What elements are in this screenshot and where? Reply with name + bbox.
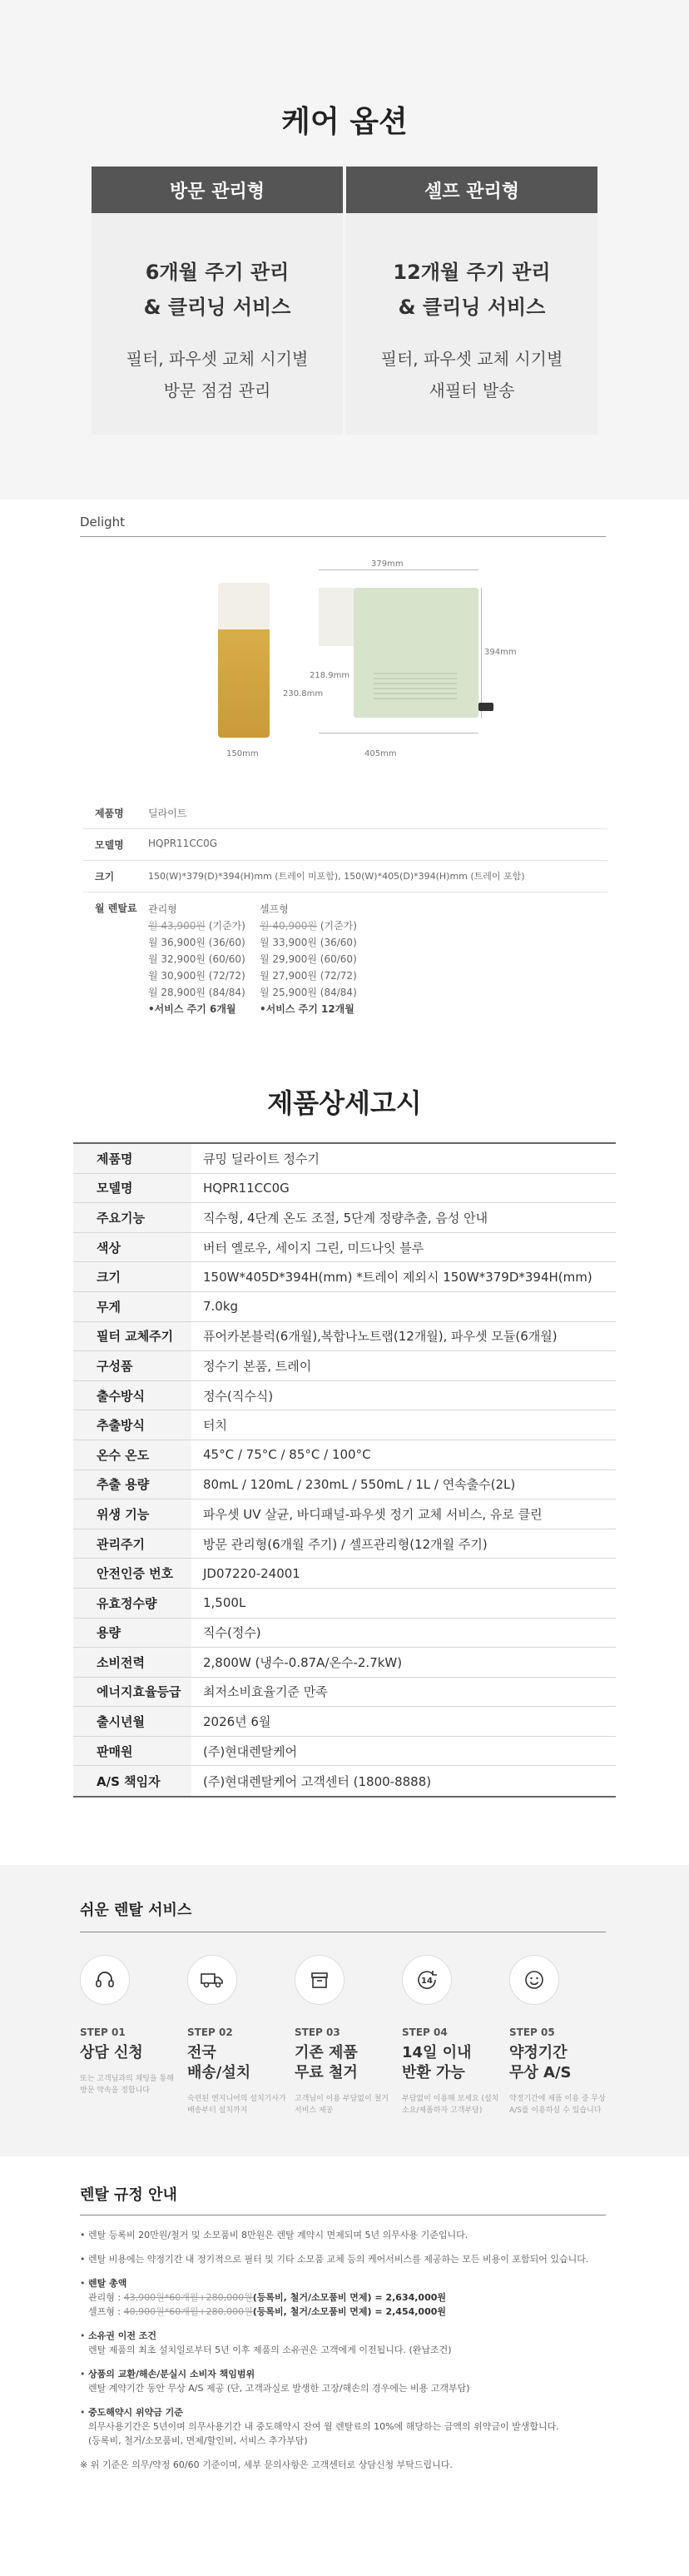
detail-value: HQPR11CC0G <box>203 1180 290 1196</box>
detail-row <box>73 1410 616 1440</box>
detail-row <box>73 1678 616 1708</box>
step-3: STEP 03 기존 제품 무료 철거 고객님이 이용 부담없이 철거 서비스 제공 <box>295 1955 394 2116</box>
detail-row <box>73 1589 616 1619</box>
detail-row <box>73 1619 616 1649</box>
detail-row <box>73 1322 616 1352</box>
detail-value: 2026년 6월 <box>203 1714 271 1730</box>
detail-row <box>73 1766 616 1796</box>
detail-value: 버터 옐로우, 세이지 그린, 미드나잇 블루 <box>203 1240 424 1256</box>
self-fee-list: 셀프형 월 40,900원 (기준가) 월 33,900원 (36/60) 월 29,900원 (60/60) 월 27,900원 (72/72) 월 25,900원 (84/84) •서비스 주기 12개월 <box>260 903 357 1015</box>
visit-fee-list: 관리형 월 43,900원 (기준가) 월 36,900원 (36/60) 월 32,900원 (60/60) 월 30,900원 (72/72) 월 28,900원 (84/84) •서비스 주기 6개월 <box>148 903 245 1015</box>
headset-icon <box>80 1955 130 2005</box>
detail-value: 방문 관리형(6개월 주기) / 셀프관리형(12개월 주기) <box>203 1536 488 1552</box>
detail-key: 색상 <box>73 1233 191 1262</box>
detail-row <box>73 1559 616 1589</box>
detail-row <box>73 1203 616 1233</box>
detail-value: (주)현대렌탈케어 고객센터 (1800-8888) <box>203 1773 432 1789</box>
visit-care-header: 방문 관리형 <box>92 167 343 213</box>
detail-value: 1,500L <box>203 1595 246 1611</box>
easy-rental-section <box>0 1865 689 2156</box>
visit-care-main <box>92 255 343 325</box>
rule-item: • 렌탈 총액 관리형 : 43,900원*60개월+280,000원(등록비, 철거/소모품비 면제) = 2,634,000원 셀프형 : 40,900원*60개월+280,000원(등록비, 철거/소모품비 면제) = 2,454,000원 <box>80 2276 612 2319</box>
self-care-sub <box>346 343 597 406</box>
detail-value: 2,800W (냉수-0.87A/온수-2.7kW) <box>203 1654 403 1670</box>
spec-row: 크기 150(W)*379(D)*394(H)mm (트레이 미포함), 150(W)*405(D)*394(H)mm (트레이 포함) <box>83 861 607 893</box>
detail-row <box>73 1648 616 1678</box>
detail-key: 판매원 <box>73 1737 191 1766</box>
spec-row: 제품명 딜라이트 <box>83 798 607 829</box>
detail-row <box>73 1470 616 1500</box>
detail-key: 위생 기능 <box>73 1499 191 1529</box>
rules-list <box>80 2228 612 2482</box>
dim-line-bottom <box>319 733 478 734</box>
detail-value: 직수(정수) <box>203 1625 261 1641</box>
detail-row <box>73 1292 616 1322</box>
detail-value: 파우셋 UV 살균, 바디패널-파우셋 정기 교체 서비스, 유로 클린 <box>203 1506 543 1522</box>
spec-row: 모델명 HQPR11CC0G <box>83 829 607 861</box>
detail-value: 정수기 본품, 트레이 <box>203 1358 312 1374</box>
rule-item: • 렌탈 등록비 20만원/철거 및 소모품비 8만원은 렌탈 계약시 면제되며 5년 의무사용 기준입니다. <box>80 2228 612 2242</box>
detail-key: 용량 <box>73 1619 191 1648</box>
rule-item: • 중도해약시 위약금 기준 의무사용기간은 5년이며 의무사용기간 내 중도해약시 잔여 월 렌탈료의 10%에 해당하는 금액의 위약금이 발생합니다. (등록비, 철거/소모품비, 면제/할인비, 서비스 추가부담) <box>80 2405 612 2448</box>
detail-value: 직수형, 4단계 온도 조절, 5단계 정량추출, 음성 안내 <box>203 1210 488 1226</box>
product-side-image <box>354 588 478 718</box>
divider <box>80 536 606 537</box>
rule-item: • 렌탈 비용에는 약정기간 내 정기적으로 필터 및 기타 소모품 교체 등의 케어서비스를 제공하는 모든 비용이 포함되어 있습니다. <box>80 2252 612 2266</box>
detail-row <box>73 1262 616 1292</box>
detail-row <box>73 1381 616 1411</box>
detail-value: JD07220-24001 <box>203 1565 300 1581</box>
care-title: 케어 옵션 <box>281 105 408 139</box>
detail-value: 정수(직수식) <box>203 1388 274 1404</box>
detail-key: 온수 온도 <box>73 1440 191 1470</box>
detail-key: 출수방식 <box>73 1381 191 1410</box>
detail-title: 제품상세고시 <box>267 1087 422 1119</box>
detail-row <box>73 1351 616 1381</box>
detail-key: 구성품 <box>73 1351 191 1380</box>
step-5: STEP 05 약정기간 무상 A/S 약정기간에 제품 이용 중 무상 A/S를 이용하실 수 있습니다 <box>509 1955 609 2116</box>
detail-value: 150W*405D*394H(mm) *트레이 제외시 150W*379D*394H(mm) <box>203 1270 592 1286</box>
detail-row <box>73 1499 616 1529</box>
svg-text:14: 14 <box>421 1977 433 1986</box>
easy-title: 쉬운 렌탈 서비스 <box>80 1902 192 1919</box>
detail-row <box>73 1174 616 1204</box>
detail-key: 추출방식 <box>73 1410 191 1440</box>
rule-item: • 상품의 교환/해손/분실시 소비자 책임범위 렌탈 계약기간 동안 무상 A/S 제공 (단, 고객과실로 발생한 고장/해손의 경우에는 비용 고객부담) <box>80 2367 612 2395</box>
dim-line-top <box>319 569 478 570</box>
box-icon <box>295 1955 344 2005</box>
detail-row <box>73 1707 616 1737</box>
detail-key: 안전인증 번호 <box>73 1559 191 1588</box>
dim-inner-2: 230.8mm <box>283 689 324 699</box>
detail-row <box>73 1233 616 1263</box>
detail-value: 7.0kg <box>203 1299 239 1315</box>
detail-key: 필터 교체주기 <box>73 1322 191 1351</box>
detail-value: 80mL / 120mL / 230mL / 550mL / 1L / 연속출수(2L) <box>203 1477 516 1493</box>
visit-main-line1: 6개월 주기 관리 <box>145 261 290 284</box>
detail-key: A/S 책임자 <box>73 1766 191 1796</box>
detail-key: 유효정수량 <box>73 1589 191 1618</box>
detail-value: 퓨어카본블럭(6개월),복합나노트랩(12개월), 파우셋 모듈(6개월) <box>203 1329 558 1345</box>
visit-care-sub <box>92 343 343 406</box>
dim-line-right <box>481 588 482 718</box>
detail-value: 최저소비효율기준 만족 <box>203 1684 328 1700</box>
visit-sub-line1: 필터, 파우셋 교체 시기별 <box>126 349 309 369</box>
dim-depth-top: 379mm <box>371 559 404 569</box>
spec-summary <box>83 798 607 1026</box>
smile-icon <box>509 1955 559 2005</box>
detail-key: 추출 용량 <box>73 1470 191 1499</box>
step-2: STEP 02 전국 배송/설치 숙련된 엔지니어의 설치기사가 배송부터 설치까지 <box>187 1955 287 2116</box>
dim-width-front: 150mm <box>226 749 259 758</box>
detail-row <box>73 1144 616 1174</box>
delight-label: Delight <box>80 515 126 530</box>
care-options-section <box>0 0 689 500</box>
truck-icon <box>187 1955 237 2005</box>
visit-care-card <box>92 167 343 435</box>
detail-value: 45°C / 75°C / 85°C / 100°C <box>203 1447 371 1463</box>
dim-inner-1: 218.9mm <box>310 671 350 680</box>
detail-value: 큐밍 딜라이트 정수기 <box>203 1151 320 1166</box>
rule-item: • 소유권 이전 조건 렌탈 제품의 최초 설치일로부터 5년 이후 제품의 소유권은 고객에게 이전됩니다. (완납조건) <box>80 2329 612 2357</box>
step-1: STEP 01 상담 신청 또는 고객님과의 채팅을 통해 방문 약속을 정합니다 <box>80 1955 180 2096</box>
self-care-main <box>346 255 597 325</box>
detail-key: 에너지효율등급 <box>73 1678 191 1707</box>
detail-key: 주요기능 <box>73 1203 191 1232</box>
self-main-line2: & 클리닝 서비스 <box>398 296 546 319</box>
detail-key: 제품명 <box>73 1144 191 1173</box>
rules-note: ※ 위 기준은 의무/약정 60/60 기준이며, 세부 문의사항은 고객센터로 상담신청 부탁드립니다. <box>80 2459 453 2470</box>
14-day-icon <box>402 1955 452 2005</box>
detail-value: (주)현대렌탈케어 <box>203 1743 298 1759</box>
detail-key: 모델명 <box>73 1174 191 1203</box>
self-care-header: 셀프 관리형 <box>346 167 597 213</box>
step-4: 14 STEP 04 14일 이내 반환 가능 부담없이 이용해 보세요 (설치 소요/제품하자 고객부담) <box>402 1955 502 2116</box>
product-front-image <box>218 583 270 738</box>
dim-width-side: 405mm <box>364 749 397 758</box>
visit-sub-line2: 방문 점검 관리 <box>163 380 271 400</box>
detail-key: 출시년월 <box>73 1707 191 1736</box>
detail-key: 관리주기 <box>73 1529 191 1559</box>
self-care-card <box>346 167 597 435</box>
self-sub-line2: 새필터 발송 <box>429 380 515 400</box>
spec-fee-row: 월 렌탈료 관리형 월 43,900원 (기준가) 월 36,900원 (36/60) 월 32,900원 (60/60) 월 30,900원 (72/72) 월 28,900원 (84/84) •서비스 주기 6개월 셀프형 월 40,900원 (기준가) 월 33,900원 (36/60) 월 29,900원 (60/60) 월 27,900원 (72/72) 월 25,900원 (84/84) •서비스 주기 12개월 <box>83 893 607 1026</box>
detail-row <box>73 1529 616 1559</box>
detail-key: 크기 <box>73 1262 191 1291</box>
detail-key: 무게 <box>73 1292 191 1321</box>
detail-table <box>73 1142 616 1798</box>
visit-main-line2: & 클리닝 서비스 <box>143 296 291 319</box>
dim-height: 394mm <box>484 648 517 657</box>
detail-value: 터치 <box>203 1418 227 1434</box>
rules-title: 렌탈 규정 안내 <box>80 2186 177 2204</box>
detail-row <box>73 1737 616 1767</box>
self-main-line1: 12개월 주기 관리 <box>393 261 551 284</box>
detail-key: 소비전력 <box>73 1648 191 1677</box>
detail-row <box>73 1440 616 1470</box>
self-sub-line1: 필터, 파우셋 교체 시기별 <box>380 349 563 369</box>
